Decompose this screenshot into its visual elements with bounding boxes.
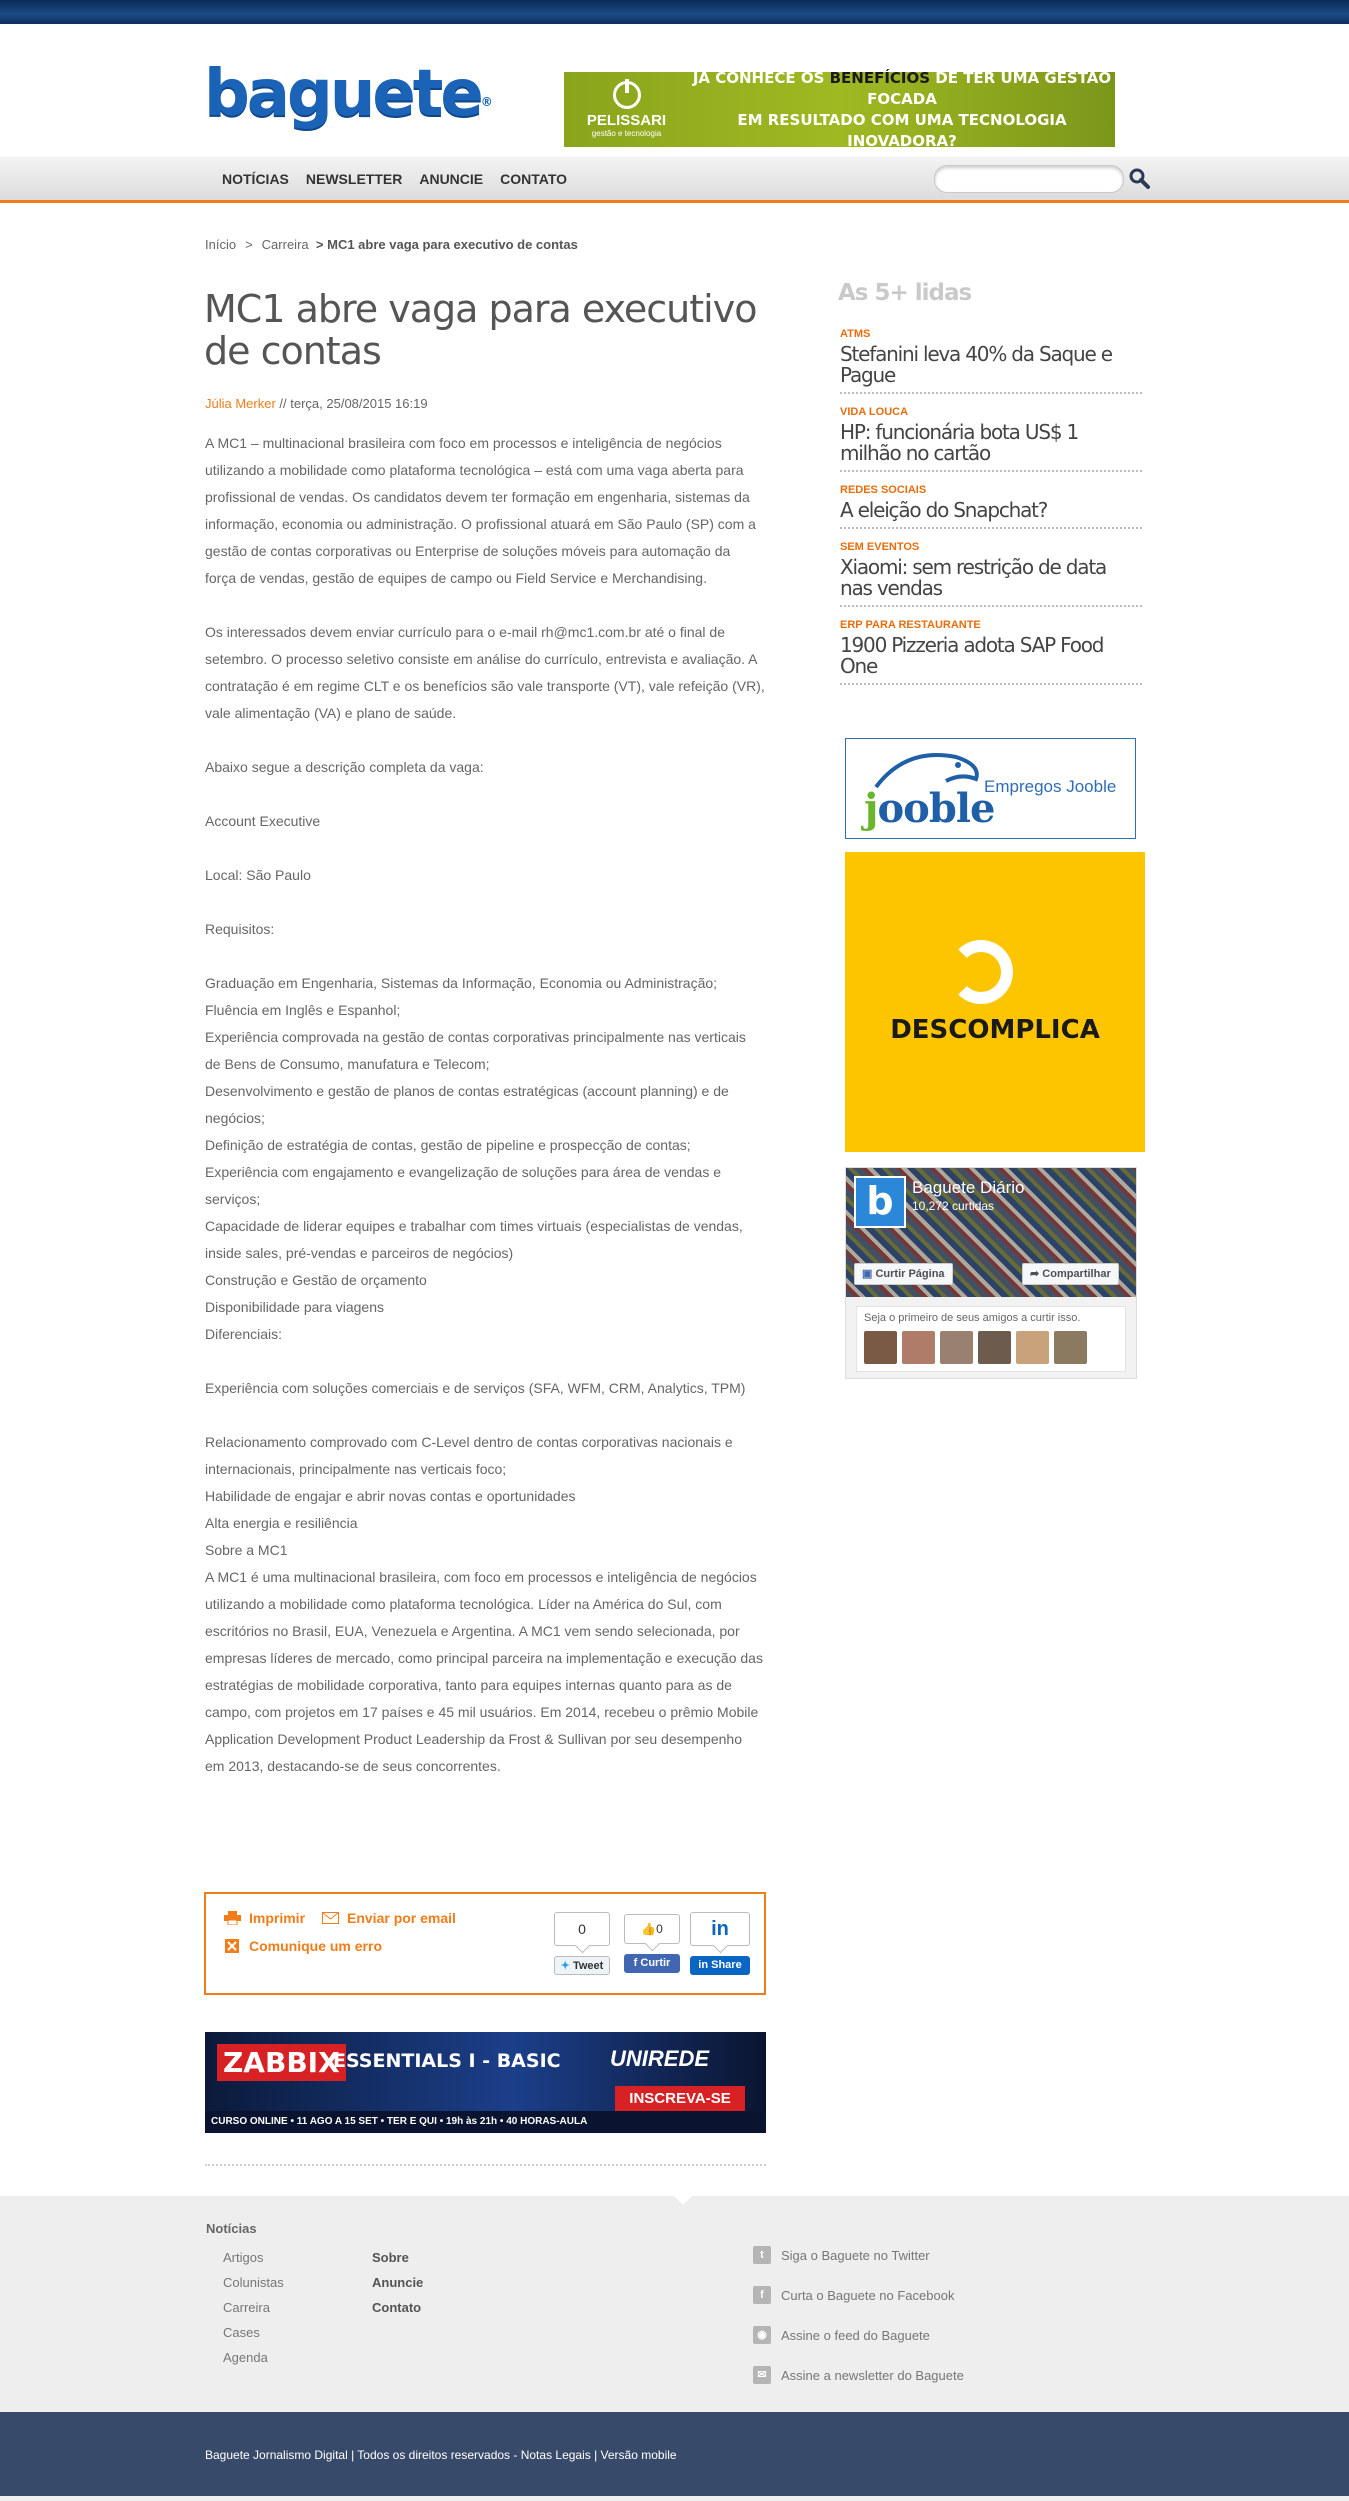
- fb-share-button[interactable]: ➦ Compartilhar: [1022, 1263, 1119, 1285]
- report-error-link[interactable]: Comunique um erro: [224, 1938, 382, 1954]
- linkedin-icon: in: [690, 1912, 750, 1946]
- nav-anuncie[interactable]: ANUNCIE: [419, 171, 484, 187]
- search-input[interactable]: [934, 165, 1124, 193]
- ad-message: JÁ CONHECE OS BENEFÍCIOS DE TER UMA GESTÃO FOCADA EM RESULTADO COM UMA TECNOLOGIA INOVADORA?: [692, 68, 1112, 150]
- footer-link[interactable]: Agenda: [223, 2350, 268, 2365]
- article-paragraph: Definição de estratégia de contas, gestão de pipeline e prospecção de contas;: [205, 1137, 691, 1153]
- nav-contato[interactable]: CONTATO: [500, 171, 568, 187]
- descomplica-ad[interactable]: [845, 852, 1145, 1152]
- article-paragraph: Desenvolvimento e gestão de planos de contas estratégicas (account planning) e de negócios;: [205, 1083, 729, 1126]
- email-link[interactable]: Enviar por email: [322, 1910, 456, 1926]
- avatar[interactable]: [864, 1331, 897, 1364]
- list-item-headline[interactable]: A eleição do Snapchat?: [840, 498, 1048, 522]
- share-box: [204, 1892, 766, 1995]
- jooble-label: Empregos Jooble: [984, 777, 1117, 796]
- list-item[interactable]: [840, 406, 1142, 472]
- zabbix-logo: ZABBIX: [217, 2044, 346, 2081]
- main-nav: [222, 171, 567, 187]
- list-item-category[interactable]: SEM EVENTOS: [840, 541, 920, 553]
- list-item-headline[interactable]: Stefanini leva 40% da Saque e Pague: [840, 342, 1112, 387]
- article-paragraph: Experiência comprovada na gestão de contas corporativas principalmente nas verticais de Bens de Consumo, manufatura e Telecom;: [205, 1029, 746, 1072]
- article-paragraph: Sobre a MC1: [205, 1542, 288, 1558]
- course-details: CURSO ONLINE • 11 AGO A 15 SET • TER E QUI • 19h às 21h • 40 HORAS-AULA: [205, 2111, 766, 2133]
- article-paragraph: Graduação em Engenharia, Sistemas da Informação, Economia ou Administração;: [205, 975, 718, 991]
- article-paragraph: Account Executive: [205, 813, 321, 829]
- article-paragraph: Capacidade de liderar equipes e trabalhar com times virtuais (especialistas de vendas, inside sales, pré-vendas e parceiros de negócios): [205, 1218, 743, 1261]
- bottom-line: [0, 2496, 1349, 2501]
- copyright-bar: [0, 2412, 1349, 2501]
- article-paragraph: A MC1 é uma multinacional brasileira, com foco em processos e inteligência de negócios utilizando a mobilidade como plataforma tecnológica. Líder na América do Sul, com escritórios no Brasil, EUA, Venezuela e Argentina. A MC1 vem sendo selecionada, por empresas líderes de mercado, como principal parceira na implementação e execução das estratégias de mobilidade corporativa, tanto para equipes internas quanto para as de campo, com projetos em 17 países e 45 mil usuários. Em 2014, recebeu o prêmio Mobile Application Development Product Leadership da Frost & Sullivan por seu desempenho em 2013, destacando-se de seus concorrentes.: [205, 1569, 763, 1774]
- avatar[interactable]: [902, 1331, 935, 1364]
- article-paragraph: Experiência com engajamento e evangelização de soluções para área de vendas e serviços;: [205, 1164, 722, 1207]
- paragraph-gap: [205, 781, 765, 808]
- paragraph-gap: [205, 889, 765, 916]
- breadcrumb-section[interactable]: Carreira: [261, 237, 309, 252]
- main-navbar: [0, 157, 1349, 203]
- list-item-category[interactable]: ERP PARA RESTAURANTE: [840, 619, 981, 631]
- article-title: MC1 abre vaga para executivo de contas: [204, 287, 757, 373]
- footer-heading[interactable]: Notícias: [206, 2221, 257, 2236]
- tweet-count: 0: [554, 1912, 610, 1946]
- power-icon: [613, 81, 641, 109]
- ad-brand: PELISSARI gestão e tecnologia: [564, 72, 689, 147]
- article-paragraph: Alta energia e resiliência: [205, 1515, 358, 1531]
- paragraph-gap: [205, 727, 765, 754]
- list-item-headline[interactable]: 1900 Pizzeria adota SAP Food One: [840, 633, 1104, 678]
- site-header: [0, 24, 1349, 157]
- article-paragraph: Abaixo segue a descrição completa da vaga:: [205, 759, 484, 775]
- fb-page-name[interactable]: Baguete Diário: [912, 1178, 1025, 1197]
- avatar[interactable]: [978, 1331, 1011, 1364]
- site-logo[interactable]: baguete®: [204, 57, 493, 131]
- article-paragraph: Fluência em Inglês e Espanhol;: [205, 1002, 401, 1018]
- site-footer: [0, 2196, 1349, 2412]
- article-byline: [205, 396, 428, 411]
- avatar[interactable]: [1016, 1331, 1049, 1364]
- article-paragraph: Local: São Paulo: [205, 867, 311, 883]
- breadcrumb: Início > Carreira > MC1 abre vaga para executivo de contas: [205, 237, 578, 252]
- close-icon: [224, 1939, 241, 1953]
- footer-info-links: [372, 2245, 423, 2320]
- twitter-icon: t: [753, 2246, 771, 2264]
- nav-noticias[interactable]: NOTÍCIAS: [222, 171, 289, 187]
- top-banner-ad[interactable]: [564, 68, 1115, 150]
- list-item[interactable]: [840, 328, 1142, 394]
- fb-friend-avatars: [864, 1331, 1087, 1364]
- article-paragraph: A MC1 – multinacional brasileira com foco em processos e inteligência de negócios utilizando a mobilidade como plataforma tecnológica – está com uma vaga aberta para profissional de vendas. Os candidatos devem ter formação em engenharia, sistemas da informação, economia ou administração. O profissional atuará em São Paulo (SP) com a gestão de contas corporativas ou Enterprise de soluções móveis para automação da força de vendas, gestão de equipes de campo ou Field Service e Merchandising.: [205, 435, 756, 586]
- article-paragraph: Experiência com soluções comerciais e de serviços (SFA, WFM, CRM, Analytics, TPM): [205, 1380, 746, 1396]
- course-name: ESSENTIALS I - BASIC: [333, 2050, 561, 2072]
- mail-icon: ✉: [753, 2366, 771, 2384]
- list-item-headline[interactable]: HP: funcionária bota US$ 1 milhão no cartão: [840, 420, 1079, 465]
- paragraph-gap: [205, 835, 765, 862]
- tweet-widget[interactable]: [554, 1912, 610, 1975]
- article-paragraph: Relacionamento comprovado com C-Level dentro de contas corporativas nacionais e internacionais, principalmente nas verticais foco;: [205, 1434, 733, 1477]
- breadcrumb-current: > MC1 abre vaga para executivo de contas: [315, 237, 578, 252]
- envelope-icon: [322, 1911, 339, 1925]
- footer-link[interactable]: Anuncie: [372, 2275, 424, 2290]
- fb-friends-text: Seja o primeiro de seus amigos a curtir isso.: [864, 1312, 1081, 1324]
- baguete-page-avatar[interactable]: b: [854, 1176, 906, 1228]
- list-item-category[interactable]: REDES SOCIAIS: [840, 484, 927, 496]
- footer-link[interactable]: Contato: [372, 2300, 422, 2315]
- jooble-ad[interactable]: [845, 738, 1136, 839]
- top-stripe: [0, 0, 1349, 24]
- article-paragraph: Requisitos:: [205, 921, 275, 937]
- breadcrumb-home[interactable]: Início: [205, 237, 237, 252]
- footer-news-links: [223, 2245, 284, 2370]
- descomplica-label: DESCOMPLICA: [890, 1015, 1100, 1045]
- avatar[interactable]: [1054, 1331, 1087, 1364]
- article-body: [205, 430, 765, 1780]
- most-read-title: As 5+ lidas: [838, 280, 972, 306]
- fb-friends-box: [856, 1306, 1126, 1372]
- footer-link[interactable]: Sobre: [372, 2250, 409, 2265]
- paragraph-gap: [205, 592, 765, 619]
- article-date: // terça, 25/08/2015 16:19: [279, 396, 428, 411]
- copyright-text[interactable]: Baguete Jornalismo Digital | Todos os direitos reservados - Notas Legais | Versão mobile: [205, 2448, 677, 2462]
- content-divider: [205, 2164, 766, 2166]
- list-item-category[interactable]: ATMS: [840, 328, 871, 340]
- footer-link[interactable]: Carreira: [223, 2300, 270, 2315]
- article-paragraph: Habilidade de engajar e abrir novas contas e oportunidades: [205, 1488, 576, 1504]
- twitter-link[interactable]: t Siga o Baguete no Twitter: [753, 2235, 964, 2275]
- footer-link[interactable]: Artigos: [223, 2250, 264, 2265]
- search-icon[interactable]: [1128, 167, 1150, 189]
- facebook-page-widget: [845, 1167, 1137, 1379]
- footer-link[interactable]: Cases: [223, 2325, 260, 2340]
- avatar[interactable]: [940, 1331, 973, 1364]
- newsletter-link[interactable]: ✉ Assine a newsletter do Baguete: [753, 2355, 964, 2395]
- jooble-logo: jooble: [864, 785, 995, 832]
- facebook-icon: f: [753, 2286, 771, 2304]
- nav-newsletter[interactable]: NEWSLETTER: [305, 171, 403, 187]
- fb-like-button[interactable]: f Curtir: [624, 1954, 680, 1973]
- list-item-headline[interactable]: Xiaomi: sem restrição de data nas vendas: [840, 555, 1107, 600]
- list-item[interactable]: [840, 541, 1142, 607]
- share-icon: ➦: [1030, 1268, 1040, 1280]
- article-paragraph: Construção e Gestão de orçamento: [205, 1272, 427, 1288]
- list-item[interactable]: [840, 484, 1142, 529]
- linkedin-share-button[interactable]: in Share: [690, 1956, 750, 1975]
- article-paragraph: Disponibilidade para viagens: [205, 1299, 385, 1315]
- footer-link[interactable]: Colunistas: [223, 2275, 284, 2290]
- rss-link[interactable]: ◉ Assine o feed do Baguete: [753, 2315, 964, 2355]
- list-item-category[interactable]: VIDA LOUCA: [840, 406, 909, 418]
- footer-notch: [674, 2196, 692, 2205]
- unirede-logo: UNIREDE: [610, 2046, 710, 2071]
- thumbs-up-icon: 👍: [641, 1922, 657, 1936]
- twitter-icon: ✦: [560, 1960, 570, 1972]
- like-count: 👍0: [624, 1914, 680, 1944]
- facebook-icon: f: [633, 1957, 638, 1969]
- subscribe-button[interactable]: INSCREVA-SE: [615, 2086, 745, 2112]
- article-paragraph: Diferenciais:: [205, 1326, 283, 1342]
- footer-social-links: [753, 2235, 964, 2395]
- paragraph-gap: [205, 1348, 765, 1375]
- article-paragraph: Os interessados devem enviar currículo para o e-mail rh@mc1.com.br até o final de setembro. O processo seletivo consiste em análise do currículo, entrevista e avaliação. A contratação é em regime CLT e os benefícios são vale transporte (VT), vale refeição (VR), vale alimentação (VA) e plano de saúde.: [205, 624, 765, 721]
- author-link[interactable]: Júlia Merker: [205, 396, 276, 411]
- tweet-button[interactable]: ✦ Tweet: [554, 1956, 610, 1975]
- paragraph-gap: [205, 943, 765, 970]
- list-item[interactable]: [840, 619, 1142, 685]
- rss-icon: ◉: [753, 2326, 771, 2344]
- printer-icon: [224, 1911, 241, 1925]
- linkedin-widget[interactable]: [690, 1912, 750, 1975]
- fb-like-page-button[interactable]: ▣ Curtir Página: [854, 1263, 953, 1285]
- paragraph-gap: [205, 1402, 765, 1429]
- fb-like-widget[interactable]: [624, 1914, 680, 1973]
- descomplica-logo-icon: [949, 940, 1013, 1004]
- facebook-link[interactable]: f Curta o Baguete no Facebook: [753, 2275, 964, 2315]
- zabbix-course-ad[interactable]: [205, 2032, 766, 2133]
- print-link[interactable]: Imprimir: [224, 1910, 305, 1926]
- facebook-icon: ▣: [862, 1268, 873, 1280]
- most-read-list: [840, 328, 1142, 697]
- fb-likes-count: 10,272 curtidas: [912, 1199, 995, 1213]
